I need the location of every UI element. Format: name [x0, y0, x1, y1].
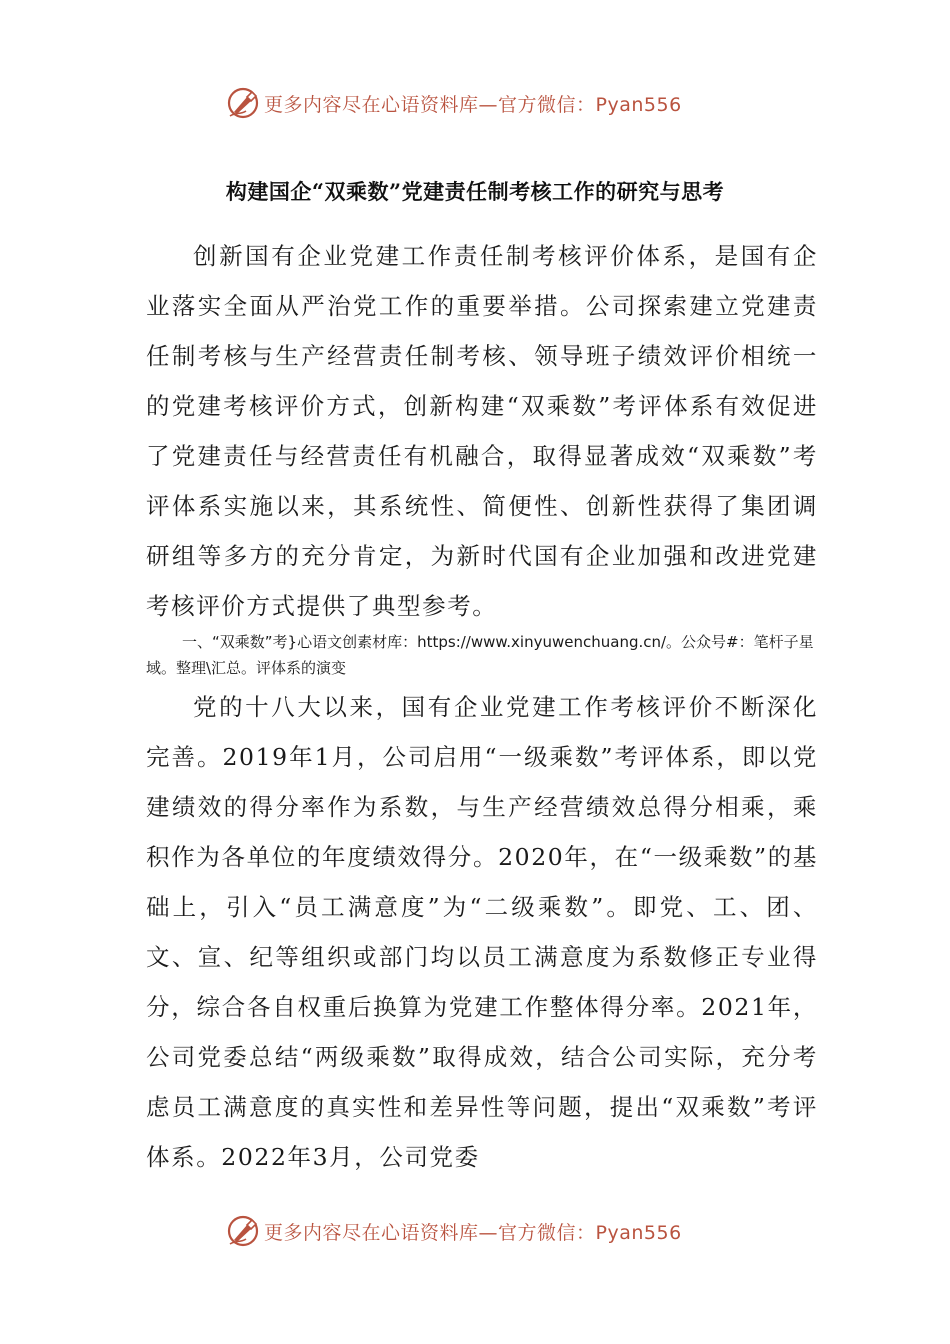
section-heading: 一、“双乘数”考}心语文创素材库：https://www.xinyuwenchuang.cn/。公众号#：笔杆子星域。整理\汇总。评体系的演变 — [146, 633, 814, 677]
body-paragraph-2: 党的十八大以来，国有企业党建工作考核评价不断深化完善。2019年1月，公司启用“一级乘数”考评体系，即以党建绩效的得分率作为系数，与生产经营绩效总得分相乘，乘积作为各单位的年度绩效得分。2020年，在“一级乘数”的基础上，引入“员工满意度”为“二级乘数”。即党、工、团、文、宣、纪等组织或部门均以员工满意度为系数修正专业得分，综合各自权重后换算为党建工作整体得分率。2021年，公司党委总结“两级乘数”取得成效，结合公司实际，充分考虑员工满意度的真实性和差异性等问题，提出“双乘数”考评体系。2022年3月，公司党委 — [146, 693, 818, 1171]
watermark-text: 更多内容尽在心语资料库—官方微信：Pyan556 — [264, 1221, 682, 1244]
watermark-banner-top — [226, 83, 682, 123]
watermark-text: 更多内容尽在心语资料库—官方微信：Pyan556 — [264, 93, 682, 116]
body-paragraph-1: 创新国有企业党建工作责任制考核评价体系，是国有企业落实全面从严治党工作的重要举措。公司探索建立党建责任制考核与生产经营责任制考核、领导班子绩效评价相统一的党建考核评价方式，创新构建“双乘数”考评体系有效促进了党建责任与经营责任有机融合，取得显著成效“双乘数”考评体系实施以来，其系统性、简便性、创新性获得了集团调研组等多方的充分肯定，为新时代国有企业加强和改进党建考核评价方式提供了典型参考。 — [146, 242, 818, 620]
pen-nib-logo-icon — [226, 1214, 260, 1248]
pen-nib-logo-icon — [226, 86, 260, 120]
watermark-banner-bottom — [226, 1211, 682, 1251]
document-title: 构建国企“双乘数”党建责任制考核工作的研究与思考 — [225, 179, 725, 204]
